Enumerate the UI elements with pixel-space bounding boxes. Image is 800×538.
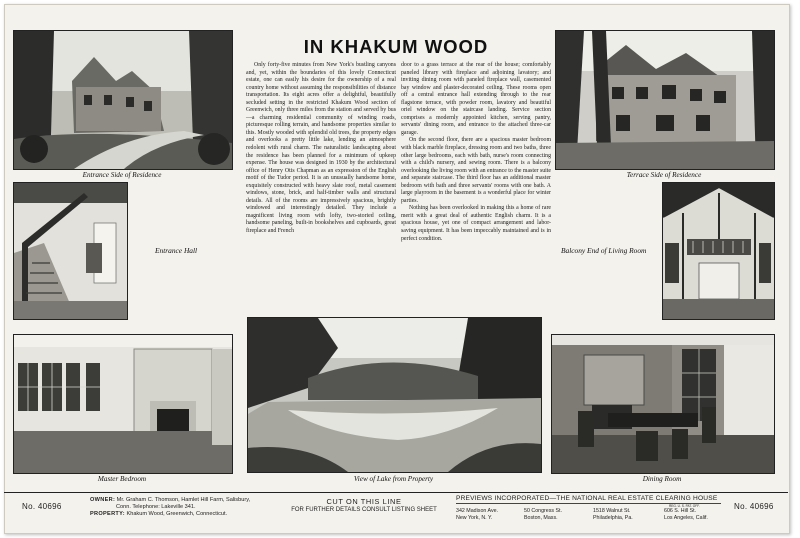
office-new-york — [456, 508, 498, 521]
office-street: 342 Madison Ave. — [456, 508, 499, 514]
body-column-left — [246, 62, 396, 236]
body-paragraph: Nothing has been overlooked in making this a home of rare merit with a great deal of authentic English charm. It is a spacious house, yet one of compact arrangement and labor-saving equipment. It has been impeccably maintained and is in perfect condition. — [401, 205, 551, 242]
office-city: Los Angeles, Calif. — [664, 514, 708, 521]
trademark-note: REG. U. S. PAT. OFF. — [669, 504, 700, 508]
photo-master-bedroom — [13, 334, 233, 474]
office-street: 1518 Walnut St. — [593, 508, 631, 514]
caption-master-bedroom: Master Bedroom — [97, 475, 147, 483]
photo-entrance-hall — [13, 182, 128, 320]
office-street: 606 S. Hill St. — [664, 508, 697, 514]
office-city: Philadelphia, Pa. — [593, 514, 633, 521]
photo-dining-room — [551, 334, 775, 474]
body-paragraph: door to a grass terrace at the rear of the house; comfortably paneled library with fireplace and adjoining lavatory; and inviting dining room with paneled fireplace wall, casemented bay window and plaster-decorated ceiling. These rooms open off a central entrance hall extending through to the rear flagstone terrace, with powder room, lavatory and beautiful oriel window on the staircase landing. Service section comprises a modernly appointed kitchen, serving pantry, servants' dining room, and entrance to the attached three-car garage. — [401, 62, 551, 136]
body-paragraph: On the second floor, there are a spacious master bedroom with black marble fireplace, dressing room and two baths, three other large bedrooms, each with bath, nurse's room connecting with a child's nursery, and sewing room. There is a balcony overlooking the living room with an entrance to the master suite and separate staircase. The third floor has an additional master bedroom with bath and three servants' rooms with one bath. A large playroom in the basement is a wonderful place for winter parties. — [401, 137, 551, 204]
property-text: Khakum Wood, Greenwich, Connecticut. — [126, 511, 228, 517]
listing-footer — [4, 492, 788, 533]
body-column-right — [401, 62, 551, 243]
details-text: FOR FURTHER DETAILS CONSULT LISTING SHEET — [291, 507, 437, 513]
office-los-angeles — [664, 508, 708, 521]
office-city: New York, N. Y. — [456, 514, 493, 521]
body-paragraph: Only forty-five minutes from New York's bustling canyons and, yet, within the boundaries of this lovely Connecticut estate, one can easily his desire for the ownership of a real country home without assuming the responsibilities of distance transportation. Its eight acres offer a delightful, beautifully secluded setting in the restricted Khakum Wood section of Greenwich, only three miles from the station and served by bus—a charming residential community of winding roads, picturesque rolling terrain, and handsome properties similar to this. Mostly wooded with splendid old trees, the property edges and overlooks a pretty little lake, lending an atmosphere redolent with rural charm. The naturalistic landscaping about the residence has been planned for a minimum of upkeep expense. The house was designed in 1930 by the architectural office of Henry Otis Chapman as an expression of the English motif of the Tudor period. It is an unusually handsome home, exquisitely constructed with heavy slate roof, metal casement windows, stone, brick, and half-timber walls and structural details. All of the rooms are impressively spacious, brightly windowed and interestingly detailed. They include a magnificent living room with lofty, two-storied ceiling, handsome paneling, built-in bookshelves and cupboards, great fireplace and French — [246, 62, 396, 235]
owner-label: OWNER: — [90, 497, 116, 503]
cut-line-text: CUT ON THIS LINE — [326, 497, 402, 506]
listing-number-left: No. 40696 — [22, 502, 62, 511]
company-name: PREVIEWS INCORPORATED—THE NATIONAL REAL ESTATE CLEARING HOUSE — [456, 495, 721, 504]
photo-lake-view — [247, 317, 542, 473]
cut-line-notice — [274, 497, 454, 515]
office-street: 50 Congress St. — [524, 508, 562, 514]
owner-line2: Conn. Telephone: Lakeville 341. — [116, 504, 196, 510]
office-boston — [524, 508, 562, 521]
caption-terrace-side: Terrace Side of Residence — [626, 171, 702, 179]
caption-entrance-hall: Entrance Hall — [155, 246, 198, 255]
office-philadelphia — [593, 508, 633, 521]
owner-line1: Mr. Graham C. Thomson, Hamlet Hill Farm, Salisbury, — [116, 497, 251, 503]
owner-info — [90, 497, 270, 518]
page-title: IN KHAKUM WOOD — [303, 36, 489, 57]
photo-balcony-end — [662, 182, 775, 320]
photo-terrace-side — [555, 30, 775, 170]
office-city: Boston, Mass. — [524, 514, 558, 521]
caption-balcony-end: Balcony End of Living Room — [561, 246, 647, 255]
caption-dining-room: Dining Room — [642, 475, 682, 483]
listing-number-right: No. 40696 — [734, 502, 774, 511]
photo-entrance-side — [13, 30, 233, 170]
caption-entrance-side: Entrance Side of Residence — [82, 171, 162, 179]
caption-lake-view: View of Lake from Property — [353, 475, 434, 483]
property-label: PROPERTY: — [90, 511, 125, 517]
